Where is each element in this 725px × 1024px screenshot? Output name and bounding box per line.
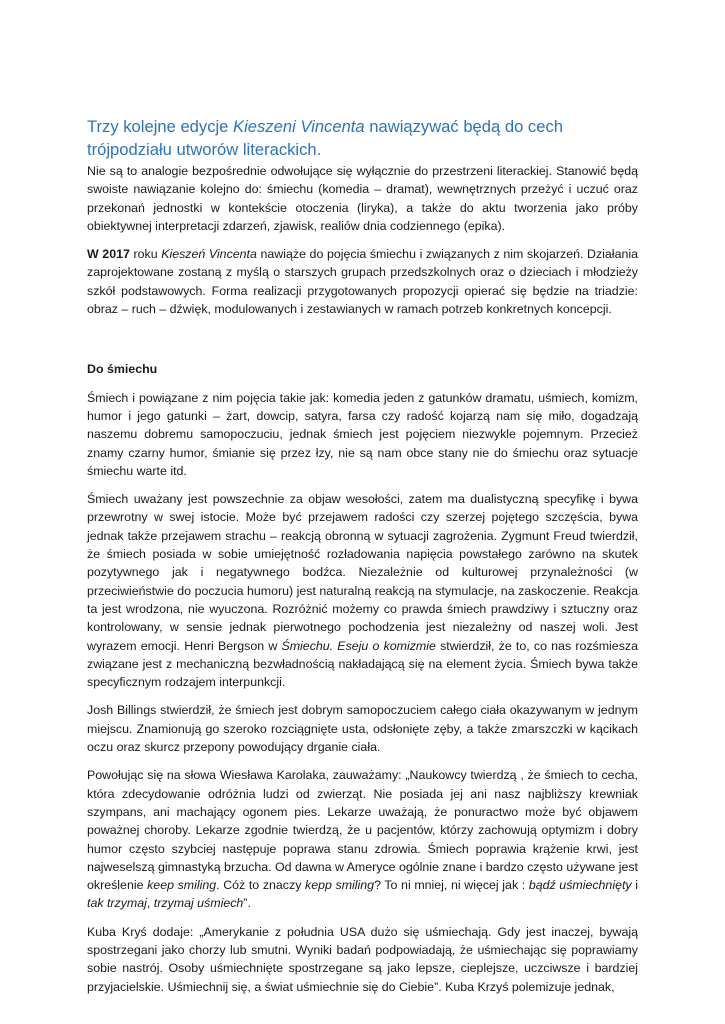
p4-italic-5: trzymaj uśmiech [153,896,244,911]
p4-italic-3: bądź uśmiechnięty [528,878,632,893]
title-text: Trzy kolejne edycje [87,117,234,136]
p4-text-2: . Cóż to znaczy [216,878,306,893]
p4-text-1: Powołując się na słowa Wiesława Karolaka, zauważamy: „Naukowcy twierdzą , że śmiech to cecha, która zdecydowanie odróżnia ludzi od zwierząt. Nie posiada jej ani nasz najbliższy krewniak szympans, ani machający ogonem pies. Lekarze uważają, że ponuractwo może być objawem poważnej choroby. Lekarze zgodnie twierdzą, że u pacjentów, którzy zachowują optymizm i dobry humor często szybciej następuje poprawa stanu zdrowia. Śmiech poprawia krążenie krwi, jest najweselszą gimnastyką brzucha. Od dawna w Ameryce ogólnie znane i bardzo często używane jest określenie [87,768,638,893]
year-text-2: nawiąże do pojęcia śmiechu i związanych z nim skojarzeń. Działania zaprojektowane zostaną z myślą o starszych grupach przedszkolnych oraz o dzieciach i młodzieży szkół podstawowych. Forma realizacji przygotowanych propozycji opierać się będzie na triadzie: obraz – ruch – dźwięk, modulowanych i zestawianych w ramach potrzeb konkretnych koncepcji. [87,247,638,317]
p4-text-3: ? To ni mniej, ni więcej jak : [374,878,529,893]
year-bold: W 2017 [87,247,130,262]
title-italic-text: Kieszeni Vincenta [233,117,365,136]
p4-italic-1: keep smiling [147,878,217,893]
paragraph-2 [87,490,638,691]
paragraph-4 [87,766,638,912]
p2-italic: Śmiechu. Eseju o komizmie [281,638,436,653]
p2-text-1: Śmiech uważany jest powszechnie za objaw wesołości, zatem ma dualistyczną specyfikę i bywa przewrotny w swej istocie. Może być przejawem radości czy szerzej pojętego szczęścia, bywa jednak także przejawem strachu – reakcją obronną w sytuacji zagrożenia. Zygmunt Freud twierdził, że śmiech posiada w sobie umiejętność rozładowania napięcia powstałego zarówno na skutek pozytywnego jak i negatywnego bodźca. Niezależnie od kulturowej przynależności (w przeciwieństwie do poczucia humoru) jest naturalną reakcją na stymulacje, na zaskoczenie. Reakcja ta jest wrodzona, nie wyuczona. Rozróżnić możemy co prawda śmiech prawdziwy i sztuczny oraz kontrolowany, w sensie jednak pierwotnego pochodzenia jest niezależny od naszej woli. Jest wyrazem emocji. Henri Bergson w [87,492,638,653]
year-italic: Kieszeń Vincenta [161,247,257,262]
p4-text-6: ”. [243,896,251,911]
p2-text-2: stwierdził, że to, co nas rozśmiesza związane jest z mechaniczną bezwładnością nakładającą się na element życia. Śmiech bywa także specyficznym rodzajem interpunkcji. [87,638,638,690]
year-text-1: roku [129,247,162,262]
paragraph-1: Śmiech i powiązane z nim pojęcia takie jak: komedia jeden z gatunków dramatu, uśmiech, komizm, humor i jego gatunki – żart, dowcip, satyra, farsa czy radość kojarzą nam się miło, dogadzają naszemu dobremu samopoczuciu, jednak śmiech jest pojęciem niezwykle pojemnym. Przecież znamy czarny humor, śmianie się przez łzy, nie są nam obce stany nie do śmiechu oraz sytuacje śmiechu warte itd. [87,390,638,478]
intro-paragraph: Nie są to analogie bezpośrednie odwołujące się wyłącznie do przestrzeni literackiej. Stanowić będą swoiste nawiązanie kolejno do: śmiechu (komedia – dramat), wewnętrznych przeżyć i uczuć oraz przekonań jednostki w kontekście otoczenia (liryka), a także do aktu tworzenia jako próby obiektywnej interpretacji zdarzeń, zjawisk, realiów dnia codziennego (epika). [87,164,638,233]
document-body [87,116,638,1006]
document-title [87,116,638,161]
year-paragraph [87,245,638,318]
title-text-end: nawiązywać będą do cech trójpodziału utworów literackich. [87,117,563,159]
section-heading: Do śmiechu [87,362,158,377]
p4-italic-4: tak trzymaj [87,896,147,911]
p4-text-4: i [631,878,638,893]
paragraph-3: Josh Billings stwierdził, że śmiech jest dobrym samopoczuciem całego ciała okazywanym w jednym miejscu. Znamionują go szeroko rozciągnięte usta, odsłonięte zęby, a także zmarszczki w kącikach oczu oraz skurcz przepony powodujący drganie ciała. [87,703,638,755]
paragraph-5: Kuba Kryś dodaje: „Amerykanie z południa USA dużo się uśmiechają. Gdy jest inaczej, bywają spostrzegani jako chorzy lub smutni. Wyniki badań podpowiadają, że uśmiechając się poprawiamy sobie nastrój. Osoby uśmiechnięte spostrzegane są jako lepsze, cieplejsze, uczciwsze i bardziej przyjacielskie. Uśmiechnij się, a świat uśmiechnie się do Ciebie”. Kuba Krzyś polemizuje jednak, [87,924,638,994]
p4-text-5: , [146,896,154,911]
p4-italic-2: kepp smiling [305,878,375,893]
